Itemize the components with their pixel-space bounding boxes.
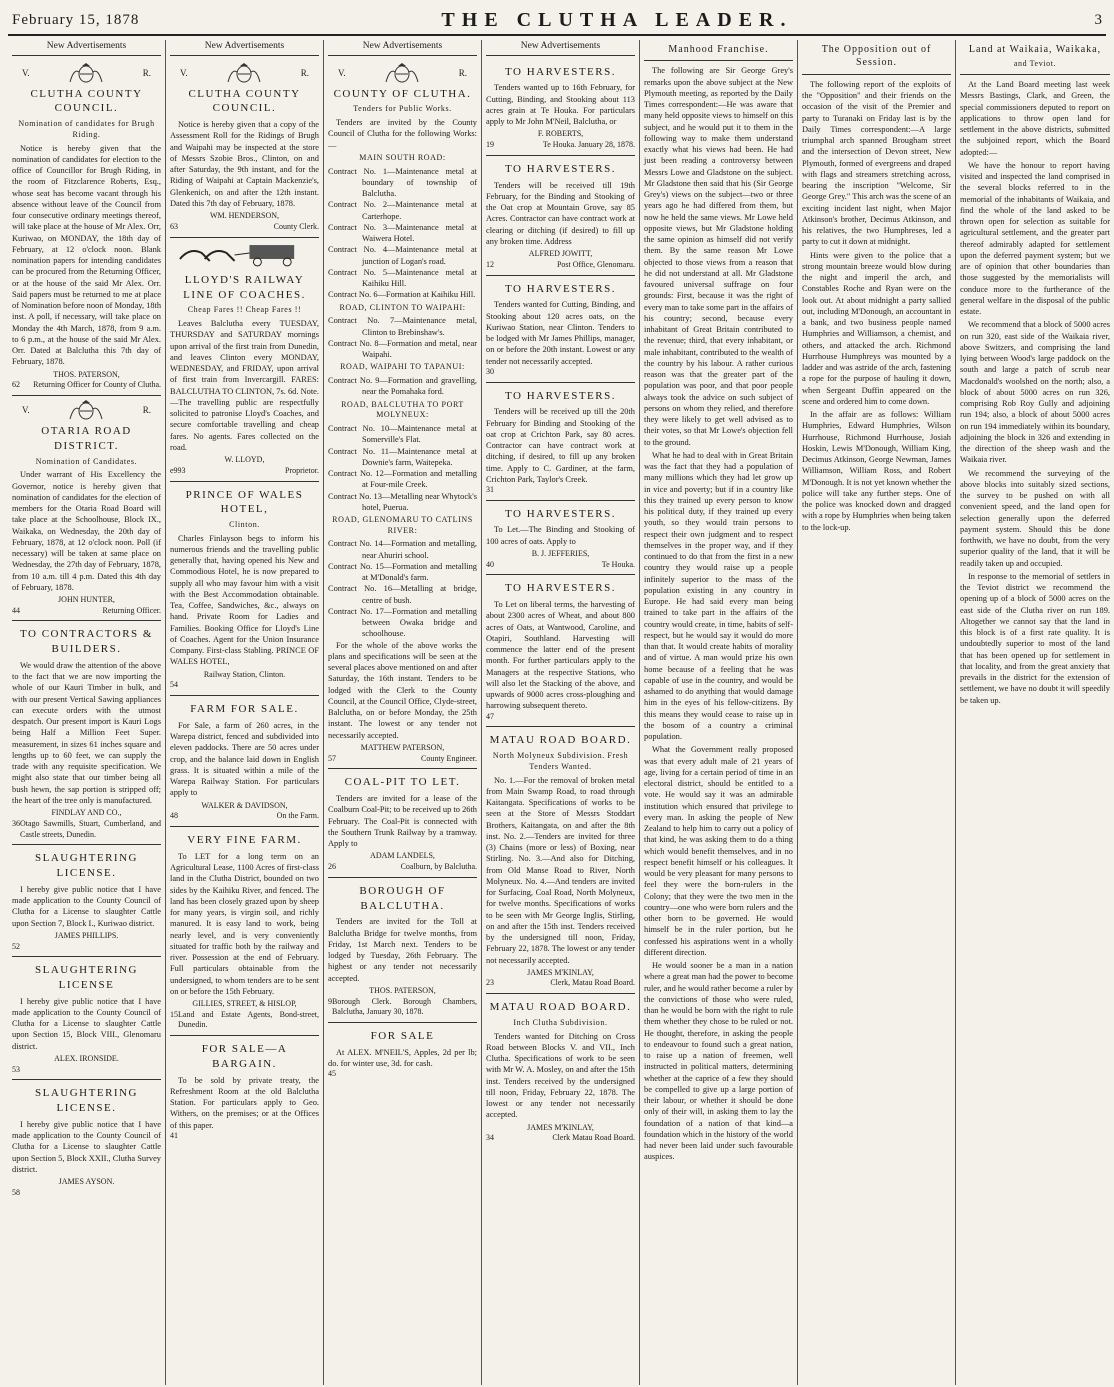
article-paragraph: He would sooner be a man in a nation where a great man had the power to become ruler, and he would rather become a ruler by the convictions of those who were ruled, than he would be born with the right to rule them whether they chose to be ruled or not. He thought, therefore, in asking the people to endeavour to found such a great nation, to raise up a nation of freemen, well instructed in political matters, determining whether at the caprice of a few they should be compelled to give up a large portion of their labour, or whether it should be done only of their will, in asking them to lay the foundation of a nation of that kind—a foundation which in the history of the world had never been laid under such favourable auspices. [644,961,793,1162]
ad-signature: GILLIES, STREET, & HISLOP, [192,999,297,1009]
contract-item: Contract No. 3—Maintenance metal at Waiwera Hotel. [328,222,477,244]
page-number: 3 [1094,11,1102,28]
coat-of-arms-icon [224,62,264,84]
crest-letter-v: V. [22,405,30,416]
column-6 [798,40,956,1385]
issue-date: February 15, 1878 [12,11,140,28]
ad-title: VERY FINE FARM. [187,834,302,847]
advertisement [328,1023,477,1084]
ad-footer [486,560,635,571]
advertisement [328,59,477,770]
advertisement [486,501,635,576]
article-paragraph: We recommend that a block of 5000 acres on run 320, east side of the Waikaia river, above Switzers, and comprising the land lying between Wood's large paddock on the south and large a patch of scrub near Macdonald's woolshed on the north; also, a block of about 5000 acres on run 326, comprising Rob Roy Gully and adjoining run 194; also, a block of about 5000 acres on run 194 immediately within its boundary, adjoining the block in 326 and extending in the direction of the sheep wash and the Waikaia river. [960,320,1110,465]
ad-number: 23 [486,978,494,988]
article-opposition [802,43,951,533]
article-paragraph: We have the honour to report having visited and inspected the land comprised in the several blocks referred to in the memorial of the inhabitants of Waikaia, and find the whole of the land asked to be thrown open for selection as suitable for agricultural settlement, and the greater part thereof admirably adapted for settlement upon the deferred payment system; but we are of opinion that other boundaries than those suggested by the memorialists will conduce more to the furtherance of the general welfare in the disposal of the public estate. [960,160,1110,317]
advertisement [486,156,635,276]
ad-title: MATAU ROAD BOARD. [489,734,632,747]
ad-body: We would draw the attention of the above to the fact that we are now importing the whole of our Kauri Timber in bulk, and with our present Vertical Sawing appliances can execute orders with the utmost despatch. Our present import is Kauri Logs being Half a Million Feet Super. measurement, in sizes 61 inches square and lengths up to 60 feet, we can supply the trade with any requisite specification. We might also state that our timber being all bush hewn, the sap portion is stripped off; the heart of the tree only is manufactured. [12,660,161,805]
ad-footer [486,367,635,378]
article-paragraph: What he had to deal with in Great Britain was the fact that they had a population of many millions which they had let grow up in vice and poverty; but if in a country like this they trained up every person to know his political duty, if they trained up every youth, so they would train persons to respect their own judgment and to respect themselves in the proper way, and if they continued to do that from the first in a new country they would raise up a people infinitely superior to the mass of the population existing in any country in Europe. He had said every man being trained to take part in the affairs of the country would create, in time, habits of self-respect, but he would say it would do more than that. It would create habits of morality and of virtue. A man would prize his own home because of a feeling that he was capable of use in the country, and would be ashamed to do anything that would damage him in the eyes of his fellow-citizens. By this means they would cease to raise up in the bosom of a country a criminal population. [644,450,793,742]
contract-item: Contract No. 13—Metalling near Whytock's hotel, Puerua. [328,491,477,512]
ad-signature-title: Post Office, Glenomaru. [556,259,635,269]
advertisement [170,59,319,238]
ad-footer [170,680,319,691]
contract-item: Contract No. 6—Formation at Kaihiku Hill. [328,290,476,300]
column-heading: New Advertisements [328,40,477,56]
ad-signature: MATTHEW PATERSON, [360,742,445,752]
ad-footer [486,140,635,151]
title-rule [802,74,951,75]
ad-footer [328,997,477,1018]
article-paragraph: We recommend the surveying of the above blocks into suitably sized sections, the survey to be pushed on with all convenient speed, and the land open for selection generally upon the deferred payment system. Should this be done forthwith, we have no doubt, from the very superior quality of the land, that it will be readily taken up and occupied. [960,468,1110,568]
crest-letter-r: R. [300,67,309,78]
advertisement [328,878,477,1023]
columns [8,40,1110,1385]
crest-letter-v: V. [338,67,346,78]
crest-letter-v: V. [22,67,30,78]
ad-body: Notice is hereby given that the nomination of candidates for election to the office of Councillor for Brugh Riding, in the room of Fitzclarence Roberts, Esq., whose seat has become vacant through his absence without leave of the Council from four consecutive ordinary meetings thereof, will take place at the house of Mr Alex. Orr, Kuriwao, on MONDAY, the 18th day of February, at 12 o'clock noon. Blank nomination papers for intending candidates can be procured from the Returning Officer, or at the house of the said Mr Alex. Orr. Said papers must be returned to me at place of Nomination before noon of Monday, 18th inst. A poll, if necessary, will take place on Monday the 4th March, 1878, from 9 a.m. to 6 p.m., at the house of the said Mr Alex. Orr. Dated at Balclutha this 7th day of February, 1878. [12,143,162,367]
contract-item: Contract No. 15—Formation and metalling at M'Donald's farm. [328,561,477,583]
royal-crest [12,62,161,84]
ad-title: TO HARVESTERS. [505,162,616,175]
ad-number: e993 [170,465,186,475]
ad-number: 47 [486,711,494,721]
ad-footer [486,485,635,496]
ad-body: Tenders are invited for a lease of the Coalburn Coal-Pit; to be received up to 26th February. The Coal-Pit is connected with the Southern Trunk Railway by a tramway. Apply to [328,794,477,849]
crest-letter-r: R. [142,67,151,78]
ad-signature: JOHN HUNTER, [58,595,115,604]
ad-footer [12,606,161,617]
ad-signature-title: Te Houka. January 28, 1878. [542,140,635,150]
ad-footer [12,819,161,840]
royal-crest [328,62,477,84]
ad-number: 34 [486,1133,494,1143]
article-paragraph: The following report of the exploits of the "Opposition" and their friends on the occasion of the visit of the Premier and party to Turanaki on Friday last is by the Daily Times correspondent:—A large triumphal arch spanned Brougham street and the intersection of Devon street, New Plymouth, formed of evergreens and draped with flags and streamers stretching across, bearing the inscription "Welcome, Sir George Grey." This arch was the scene of an exciting incident last night, when Major Atkinson's brother, Decimus Atkinson, and his relatives, the two Humphreses, led a party to cut it down at midnight. [802,79,951,247]
advertisement [486,727,635,994]
advertisement [12,59,161,396]
ad-footer [12,1065,161,1076]
ad-footer [170,1131,319,1142]
ad-title: TO HARVESTERS. [505,389,616,402]
ad-subtitle: Clinton. [229,519,260,529]
coat-of-arms-icon [382,62,422,84]
advertisement [170,238,319,482]
masthead [8,6,1106,36]
contract-item: Contract No. 17—Formation and metalling between Owaka bridge and schoolhouse. [328,606,477,639]
contract-item: Contract No. 4—Maintenance metal at junction of Logan's road. [328,245,477,266]
advertisement [12,1080,161,1202]
ad-body: To be sold by private treaty, the Refreshment Room at the old Balclutha Station. For particulars apply to Geo. Withers, on the premises; or at the Offices of this paper. [170,1075,319,1130]
contract-heading: ROAD, CLINTON TO WAIPAHI: [339,302,466,312]
advertisement [12,621,161,845]
ad-title: TO CONTRACTORS & BUILDERS. [19,628,153,656]
ad-footer [12,380,161,391]
article-title: Land at Waikaia, Waikaka, [968,44,1102,55]
ad-body: I hereby give public notice that I have made application to the County Council of Clutha for a License to slaughter Cattle upon Section 5, Block XXII., Clutha Survey district. [12,1119,161,1174]
ad-body-continued: For the whole of the above works the plans and specifications will be seen at the several places above mentioned on and after Saturday, the 16th instant. Tenders to be lodged with the Clerk to the County Council, at the Council Office, Clyde-street, Balclutha, on or before Monday, the 25th instant. The lowest or any tender not necessarily accepted. [328,640,477,740]
ad-number: 12 [486,259,494,269]
ad-signature: WALKER & DAVIDSON, [201,800,288,810]
ad-signature: THOS. PATERSON, [369,985,436,995]
ad-signature-title: County Engineer. [421,753,477,763]
advertisement [12,957,161,1080]
ad-body: No. 1.—For the removal of broken metal from Main Swamp Road, to road through Kaitangata. Specifications of works to be seen at the Store of Messrs Stoddart Brothers, Kaitangata, on and after the 8th inst. No. 2.—Tenders are invited for three (3) Chains (more or less) of Boxing, near Stirling. No. 3.—And also for Ditching, from Old Manse Road to River, North Molyneux. No. 4.—And tenders are invited for Surfacing, Coal Road, North Molyneux, for twelve months. Specifications of works to be seen with Mr George Inglis, Stirling, on and after the 15th inst. Tenders received by the undersigned till noon, Friday, February 22, 1878. The lowest or any tender not necessarily accepted. [486,775,635,965]
ad-number: 15 [170,1009,178,1019]
advertisement [170,482,319,697]
ad-signature-title: Land and Estate Agents, Bond-street, Dunedin. [178,1009,319,1030]
contract-item: Contract No. 14—Formation and metalling, near Ahuriri school. [328,539,477,560]
ad-title: CLUTHA COUNTY COUNCIL. [30,87,143,115]
ad-subtitle: North Molyneux Subdivision. Fresh Tenders Wanted. [492,751,629,771]
ad-footer [328,862,477,873]
ad-number: 52 [12,941,20,951]
ad-signature: Railway Station, Clinton. [203,669,286,679]
ad-signature-title: Returning Officer for County of Clutha. [33,380,161,390]
advertisement [486,59,635,156]
advertisement [486,383,635,501]
ad-number: 57 [328,753,336,763]
article-paragraph: In response to the memorial of settlers in the Teviot district we recommend the opening up of a block of 5000 acres on the east side of the Clutha river on run 189. Altogether we cannot say that the land in this block is of a first rate quality. It is undoubtedly superior to most of the land that has been opened up for settlement in that locality, and from the great anxiety that prevails in the district for the extension of settlement, we have no doubt it will speedily be taken up. [960,571,1110,705]
column-5 [640,40,798,1385]
ad-footer [486,712,635,723]
column-1 [8,40,166,1385]
ad-title: PRINCE OF WALES HOTEL, [185,488,304,516]
contract-item: Contract No. 9—Formation and gravelling, near the Pomahaka ford. [328,376,477,397]
ad-number: 36 [12,818,20,828]
ad-footer [486,978,635,989]
ad-body: Notice is hereby given that a copy of the Assessment Roll for the Ridings of Brugh and Waipahi may be inspected at the store of Messrs Szobie Bros., Clinton, on and after Saturday, the 9th instant, and for the Riding of Waipahi at Captain Mackenzie's, Glenkenich, on and after the 12th instant. Dated this 7th day of February, 1878. [170,120,319,208]
contract-item: Contract No. 2—Maintenance metal at Carterhope. [328,200,477,221]
contract-heading: ROAD, BALCLUTHA TO PORT MOLYNEUX: [341,399,464,420]
ad-signature: B. J. JEFFERIES, [531,548,590,558]
ad-signature: JAMES M'KINLAY, [527,967,594,977]
ad-signature: ALFRED JOWITT, [528,249,593,259]
ad-title: SLAUGHTERING LICENSE [35,964,138,991]
contract-item: Contract No. 1—Maintenance metal at boundary of township of Balclutha. [328,166,477,199]
stagecoach-icon [170,241,319,267]
ad-signature-title: County Clerk. [273,221,319,231]
ad-footer [328,1069,477,1080]
ad-signature-title: Clerk, Matau Road Board. [550,978,635,988]
ad-signature-title: Otago Sawmills, Stuart, Cumberland, and Castle streets, Dunedin. [20,818,161,839]
ad-signature-title: Borough Clerk. Borough Chambers, Balclutha, January 30, 1878. [332,996,477,1017]
ad-body: Tenders will be received up till the 20th February for Binding and Stooking of the oat crop at Crichton Park, say 80 acres. Contractor can have contract work at ditching, if desired, to fill up any broken time. Apply to C. Gardiner, at the farm, Crichton Park, Taylor's Creek. [486,407,635,484]
ad-title: TO HARVESTERS. [505,507,616,520]
advertisement [12,396,161,621]
ad-body: To Let.—The Binding and Stooking of 100 acres of oats. Apply to [486,525,635,546]
advertisement [170,696,319,827]
ad-footer [170,466,319,477]
ad-signature: JAMES M'KINLAY, [527,1122,594,1132]
ad-signature-title: Clerk Matau Road Board. [552,1133,635,1143]
ad-title: MATAU ROAD BOARD. [489,1001,632,1014]
contract-heading: MAIN SOUTH ROAD: [359,152,446,162]
article-title: Manhood Franchise. [668,44,769,55]
article-title: The Opposition out of Session. [821,44,932,69]
ad-body: Tenders wanted for Cutting, Binding, and Stooking about 120 acres oats, on the Kuriwao Station, near Clinton. Tenders to be lodged with Mr James Phillips, manager, on or before the 20th instant. Lowest or any tender not necessarily accepted. [486,300,635,366]
ad-body: Leaves Balclutha every TUESDAY, THURSDAY and SATURDAY mornings upon arrival of the first train from Dunedin, and leaves Clinton every MONDAY, WEDNESDAY, and FRIDAY, upon arrival of first train from Invercargill. FARES: BALCLUTHA TO CLINTON, 7s. 6d. Note.—The travelling public are respectfully solicited to patronise Lloyd's Coaches, and secure comfortable travelling and cheap fares. No agents. Fares collected on the road. [170,319,319,452]
column-7 [956,40,1114,1385]
contract-item: Contract No. 7—Maintenance metal, Clinton to Brebinshaw's. [328,316,477,337]
article-paragraph: In the affair are as follows: William Humphries, Edward Humphries, Wilson Hurrhouse, Richmond Hurrhouse, Josiah Hoskin, Lewis M'Donough, William King, Decimus Atkinson, George Newman, James Williamson, William Ross, and Robert M'Donough. It is not yet known whether the police will take any further steps. One of the police was knocked down and dragged with a rope by Humphries when being taken to the lock-up. [802,410,951,532]
ad-subtitle: Nomination of candidates for Brugh Riding. [18,119,155,139]
ad-footer [170,222,319,233]
contract-item: Contract No. 11—Maintenance metal at Downie's farm, Waitepeka. [328,446,477,467]
contract-heading: ROAD, WAIPAHI TO TAPANUI: [340,362,465,372]
ad-title: TO HARVESTERS. [505,65,616,78]
advertisement [486,276,635,383]
ad-title: OTARIA ROAD DISTRICT. [41,425,132,452]
ad-number: 40 [486,559,494,569]
ad-number: 19 [486,140,494,150]
ad-body: At ALEX. M'NEIL'S, Apples, 2d per lb; do. for winter use, 3d. for cash. [328,1047,477,1068]
ad-number: 54 [170,680,178,690]
ad-body: To LET for a long term on an Agricultural Lease, 1100 Acres of first-class land in the Clutha District, bounded on two sides by the Kaihiku River, and fenced. The land has been closely grazed upon by sheep for many years, is virgin soil, and richly manured. It is easy land to work, being nearly level, and is very conveniently situated for traffic both by the railway and river. Possession at the end of February. Full particulars obtainable from the undersigned, to whom tenders are to be sent on or before the 15th February. [170,851,319,996]
contract-item: Contract No. 10—Maintenance metal at Somerville's Flat. [328,424,477,445]
ad-body: I hereby give public notice that I have made application to the County Council of Clutha for a License to slaughter Cattle upon Section 15, Block VIII., Glenomaru district. [12,996,161,1051]
column-heading: New Advertisements [486,40,635,56]
crest-letter-r: R. [142,405,151,416]
ad-signature-title: Proprietor. [285,465,319,475]
advertisement [328,769,477,877]
ad-title: COUNTY OF CLUTHA. [333,87,472,100]
ad-title: TO HARVESTERS. [505,282,616,295]
ad-title: LLOYD'S RAILWAY LINE OF COACHES. [183,273,306,301]
ad-body: Tenders wanted up to 16th February, for Cutting, Binding, and Stooking about 113 acres grain at Te Houka. For particulars apply to Mr John M'Neil, Balclutha, or [486,83,635,127]
ad-footer [12,942,161,953]
title-rule [960,74,1110,75]
royal-crest [170,62,319,84]
ad-signature: JAMES AYSON. [58,1177,115,1187]
ad-body: Charles Finlayson begs to inform his numerous friends and the travelling public generally that, having opened his New and Commodious Hotel, he is now prepared to supply all who may favour him with a visit with the Best Accommodation obtainable. Tea, Coffee, Sandwiches, &c., always on hand. Private Room for Ladies and Families. Booking Office for Lloyd's Line of Coaches. Agent for the Union Insurance Company. First-class Stabling. PRINCE OF WALES HOTEL, [170,533,319,667]
ad-title: CLUTHA COUNTY COUNCIL. [188,87,301,115]
ad-signature: W. LLOYD, [224,455,265,465]
coat-of-arms-icon [66,399,106,421]
ad-number: 63 [170,221,178,231]
ad-title: COAL-PIT TO LET. [344,776,461,789]
column-4 [482,40,640,1385]
article-manhood-franchise [644,43,793,1163]
ad-number: 45 [328,1069,336,1079]
ad-number: 53 [12,1064,20,1074]
ad-signature: WM. HENDERSON, [209,211,280,221]
column-2 [166,40,324,1385]
contract-item: Contract No. 8—Formation and metal, near Waipahi. [328,338,477,360]
ad-number: 9 [328,996,332,1006]
article-paragraph: What the Government really proposed was that every adult male of 21 years of age, living for a certain period of time in an electoral district, should be entitled to a vote. He would say it was an admirable institution which ensured that privilege to every man. In asking the people of New Zealand to help him to carry out a policy of that kind, he was asking them to do a thing which would benefit themselves, and in no respect benefit himself or his colleagues. It would be very pleasant for many persons to feel they were the born-rulers in the Colony; that they were the two men in the country—one who were born rulers and the other born to be governed. He would himself be in the ruler portion, but he confessed his aspirations went in a wholly different direction. [644,745,793,957]
ad-number: 26 [328,862,336,872]
ad-signature-title: Coalburn, by Balclutha. [400,862,477,872]
ad-signature: THOS. PATERSON, [53,369,120,379]
ad-title: SLAUGHTERING LICENSE. [35,1087,138,1115]
ad-signature: FINDLAY AND CO., [51,808,122,818]
ad-footer [170,811,319,822]
ad-subtitle: Nomination of Candidates. [35,456,138,466]
advertisement [170,827,319,1036]
ad-subtitle: Inch Clutha Subdivision. [513,1017,608,1027]
ad-footer [170,1010,319,1031]
column-3 [324,40,482,1385]
ad-title: FOR SALE—A BARGAIN. [201,1043,288,1070]
ad-title: SLAUGHTERING LICENSE. [35,852,138,880]
ad-number: 31 [486,485,494,494]
ad-subtitle: Cheap Fares !! Cheap Fares !! [187,305,302,315]
ad-title: BOROUGH OF BALCLUTHA. [359,884,446,912]
article-paragraph: The following are Sir George Grey's remarks upon the above subject at the New Plymouth meeting, as reported by the Daily Times correspondent:—He was aware that many held opposite views to himself on this subject, and he would put it to them in the following way to make them understand exactly what his views had been. He had just been reading a controversy between Messrs Lowe and Gladstone on the subject. Mr Gladstone then said that his (Sir George Grey's) views on the subject—two or three years ago he had differed from them, but now he held the same views. Mr Lowe held opposite views, but Mr Gladstone holding the same opinion as himself did not verify them. By the same reason Mr Lowe objected to those views from a reason that he did not understand at all. Mr Gladstone favoured universal suffrage on four grounds: First, because it was the right of every man to take some part in the affairs of his country; second, because every inhabitant of Great Britain contributed to the revenue; third, that every inhabitant, or male inhabitant, contributed to the wealth of the country by his labour. A rather curious reason was that the greater part of the population was poor, and that poor people always took the advice on such subject of persons on whom they relied, and therefore they were likely to get well advised as to their votes, so that Mr Lowe's objection fell to the ground. [644,66,793,447]
crest-letter-r: R. [458,67,467,78]
ad-title: FARM FOR SALE. [190,703,299,716]
ad-signature: F. ROBERTS, [537,129,584,139]
ad-number: 41 [170,1130,178,1140]
ad-body: I hereby give public notice that I have made application to the County Council of Clutha for a License to slaughter Cattle upon Section 7, Block I., Kuriwao district. [12,884,161,928]
column-heading: New Advertisements [12,40,161,56]
ad-body: For Sale, a farm of 260 acres, in the Warepa district, fenced and subdivided into eleven paddocks. There are 50 acres under crop, and the balance laid down in English grass. It is situated within a mile of the Warepa Railway Station. For particulars apply to [170,720,319,798]
ad-footer [328,754,477,765]
paper-title: THE CLUTHA LEADER. [441,8,793,31]
contract-heading: ROAD, GLENOMARU TO CATLINS RIVER: [332,515,473,535]
ad-number: 62 [12,380,20,390]
ad-title: TO HARVESTERS. [505,582,616,595]
ad-body: Under warrant of His Excellency the Governor, notice is hereby given that nomination of candidates for the election of members for the Otaria Road Board will take place at the Schoolhouse, Block IX., Waikaka, on Wednesday, the 20th day of February, 1878, at 12 o'clock noon. Poll (if necessary) will be taken at same place on Wednesday, the 27th day of February, 1878, from 10 a.m. till 4 p.m. Dated this 4th day of February, 1878. [12,470,161,592]
royal-crest [12,399,161,421]
crest-letter-v: V. [180,67,188,78]
ad-footer [12,1188,161,1199]
ad-signature: JAMES PHILLIPS. [54,930,119,940]
ad-footer [486,1133,635,1144]
ad-number: 30 [486,366,494,376]
advertisement [486,994,635,1148]
ad-body: To Let on liberal terms, the harvesting of about 2300 acres of Wheat, and about 800 acres of Oats, at Wantwood, Caroline, and Otapiri, Southland. Harvesting will commence the latter end of the present month. For further particulars apply to the Managers at the respective Stations, who will also let the Stacking of the above, and upwards of 9000 acres cross-ploughing and harrowing subsequent thereto. [486,600,635,711]
article-paragraph: Hints were given to the police that a strong mountain breeze would blow during the night and imperil the arch, and Constables Roche and Ryan were on the look out. At about midnight a party sallied out, including M'Donough, an accountant in a bank, and two business people named Humphries and Williamson, a chemist, and others, and attacked the arch. Richmond Hurrhouse Humphreys was mounted by a ladder and was astride of the arch, fastening a rope for the purpose of hauling it down, when Sergeant Duffin appeared on the scene and ordered him to come down. [802,250,951,406]
article-subtitle: and Teviot. [1013,59,1057,69]
ad-signature: ADAM LANDELS, [370,851,435,861]
ad-body: Tenders are invited for the Toll at Balclutha Bridge for twelve months, from Friday, 1st March next. Tenders to be lodged by Tuesday, 26th February. The highest or any tender not necessarily accepted. [328,917,477,983]
ad-subtitle: Tenders for Public Works. [353,104,452,114]
ad-number: 48 [170,811,178,821]
ad-body: Tenders are invited by the County Council of Clutha for the following Works:— [328,118,477,150]
ad-signature-title: On the Farm. [276,811,319,821]
ad-title: FOR SALE [370,1029,435,1042]
ad-signature-title: Returning Officer. [102,605,161,615]
column-heading: New Advertisements [170,40,319,56]
contract-item: Contract No. 12—Formation and metalling at Four-mile Creek. [328,469,477,490]
ad-number: 58 [12,1187,20,1197]
title-rule [644,60,793,61]
ad-footer [486,260,635,271]
ad-signature: ALEX. IRONSIDE. [54,1053,119,1063]
ad-number: 44 [12,605,20,615]
ad-body: Tenders will be received till 19th February, for the Binding and Stooking of the Oat crop at Mountain Grove, say 85 Acres. Contractor can have contract work at clearing or ditching (if desired) to fill up any broken time. Address [486,180,635,246]
ad-signature-title: Te Houka. [601,559,635,569]
contract-item: Contract No. 5—Maintenance metal at Kaihiku Hill. [328,267,477,289]
advertisement [170,1036,319,1145]
article-land-waikaia [960,43,1110,706]
ad-body: Tenders wanted for Ditching on Cross Road between Blocks V. and VII., Inch Clutha. Specifications of work to be seen with Mr W. A. Mosley, on and after the 15th inst. Tenders received by the undersigned till noon, Friday, February 22, 1878. The lowest or any tender not necessarily accepted. [486,1031,635,1120]
advertisement [12,845,161,957]
advertisement [486,575,635,727]
coat-of-arms-icon [66,62,106,84]
article-paragraph: At the Land Board meeting last week Messrs Bastings, Clark, and Green, the special commissioners deputed to report on applications to throw open land for settlement in the above districts, submitted the subjoined report, which the Board adopted:— [960,80,1110,157]
contract-item: Contract No. 16—Metalling at bridge, centre of bush. [328,584,477,605]
